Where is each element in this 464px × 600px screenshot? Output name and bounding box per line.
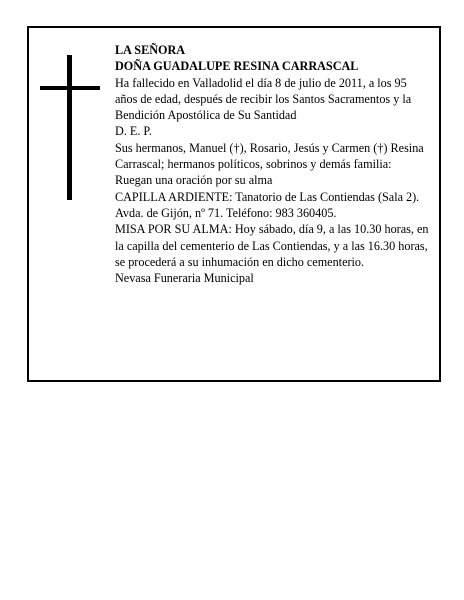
dep-line: D. E. P.	[115, 124, 152, 139]
mass-paragraph: MISA POR SU ALMA: Hoy sábado, día 9, a las 10.30 horas, en la capilla del cementerio de Las Contiendas, y a las 16.30 horas, se procederá a su inhumación en dicho cementerio.	[115, 222, 429, 269]
death-announcement: Ha fallecido en Valladolid el día 8 de julio de 2011, a los 95 años de edad, después de recibir los Santos Sacramentos y la Bendición Apostólica de Su Santidad	[115, 75, 412, 123]
obituary-notice	[27, 26, 441, 382]
notice-body	[115, 42, 431, 286]
cross-vertical-bar	[67, 55, 72, 200]
cross-icon	[40, 55, 100, 200]
cross-horizontal-bar	[40, 86, 100, 90]
family-paragraph: Sus hermanos, Manuel (†), Rosario, Jesús y Carmen (†) Resina Carrascal; hermanos políticos, sobrinos y demás familia:	[115, 140, 424, 172]
deceased-name: DOÑA GUADALUPE RESINA CARRASCAL	[115, 59, 359, 74]
funeral-home: Nevasa Funeraria Municipal	[115, 271, 254, 286]
prayer-request: Ruegan una oración por su alma	[115, 173, 273, 188]
chapel-paragraph: CAPILLA ARDIENTE: Tanatorio de Las Contiendas (Sala 2). Avda. de Gijón, nº 71. Teléfono: 983 360405.	[115, 189, 420, 220]
notice-heading: LA SEÑORA	[115, 43, 186, 57]
